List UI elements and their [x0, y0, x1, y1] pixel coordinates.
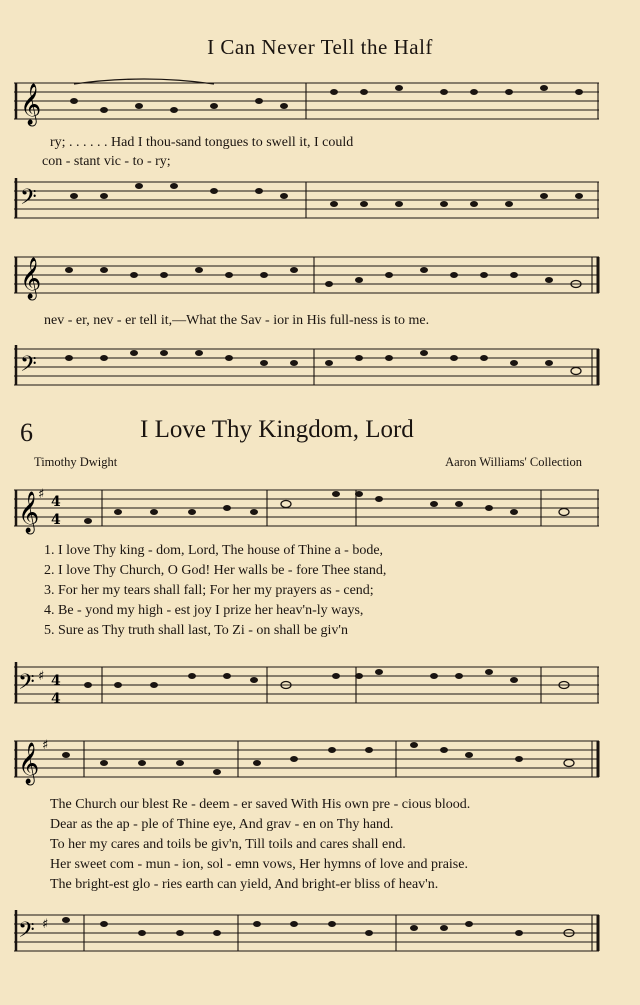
hymn-title: I Love Thy Kingdom, Lord	[140, 416, 414, 443]
lyric-line: nev - er, nev - er tell it,—What the Sav - ior in His full-ness is to me.	[44, 313, 430, 328]
music-staff-bass	[14, 910, 604, 960]
verse-line: 1. I love Thy king - dom, Lord, The house of Thine a - bode,	[44, 543, 384, 558]
svg-text:4: 4	[51, 673, 61, 689]
svg-text:♯: ♯	[38, 669, 45, 684]
verse-line: Dear as the ap - ple of Thine eye, And grav - en on Thy hand.	[50, 817, 394, 832]
svg-text:𝄞: 𝄞	[18, 743, 40, 784]
verse-line: 5. Sure as Thy truth shall last, To Zi - on shall be giv'n	[44, 623, 348, 638]
svg-text:𝄞: 𝄞	[18, 492, 40, 533]
svg-text:4: 4	[51, 494, 61, 510]
svg-text:𝄢: 𝄢	[18, 918, 35, 948]
verse-line: 4. Be - yond my high - est joy I prize her heav'n-ly ways,	[44, 603, 364, 618]
svg-text:4: 4	[51, 691, 61, 707]
hymn-number: 6	[20, 418, 33, 447]
hymn-title: I Can Never Tell the Half	[207, 35, 433, 59]
svg-text:♯: ♯	[42, 738, 49, 753]
svg-text:𝄢: 𝄢	[20, 185, 37, 215]
lyric-line: con - stant vic - to - ry;	[42, 154, 171, 169]
composer-credit: Aaron Williams' Collection	[445, 455, 582, 469]
verse-line: Her sweet com - mun - ion, sol - emn vows, Her hymns of love and praise.	[50, 857, 468, 872]
svg-text:𝄞: 𝄞	[20, 258, 42, 299]
verse-line: 3. For her my tears shall fall; For her my prayers as - cend;	[44, 583, 374, 598]
svg-text:4: 4	[51, 512, 61, 528]
music-staff-treble	[14, 484, 604, 536]
author-credit: Timothy Dwight	[34, 455, 118, 469]
svg-text:𝄞: 𝄞	[20, 84, 42, 125]
svg-text:𝄢: 𝄢	[20, 352, 37, 382]
music-staff-bass	[14, 662, 604, 712]
verse-line: 2. I love Thy Church, O God! Her walls be - fore Thee stand,	[44, 563, 387, 578]
music-staff-bass	[14, 345, 604, 393]
verse-line: The bright-est glo - ries earth can yield, And bright-er bliss of heav'n.	[50, 877, 439, 892]
music-staff-bass	[14, 178, 604, 226]
verse-line: The Church our blest Re - deem - er saved With His own pre - cious blood.	[50, 797, 471, 812]
lyric-line: ry; . . . . . . Had I thou-sand tongues to swell it, I could	[50, 135, 354, 150]
verse-line: To her my cares and toils be giv'n, Till toils and cares shall end.	[50, 837, 406, 852]
svg-text:𝄢: 𝄢	[18, 670, 35, 700]
music-staff-treble	[14, 735, 604, 787]
music-staff-treble	[14, 78, 604, 128]
svg-text:♯: ♯	[42, 917, 49, 932]
music-staff-treble	[14, 252, 604, 302]
svg-text:♯: ♯	[38, 487, 45, 502]
